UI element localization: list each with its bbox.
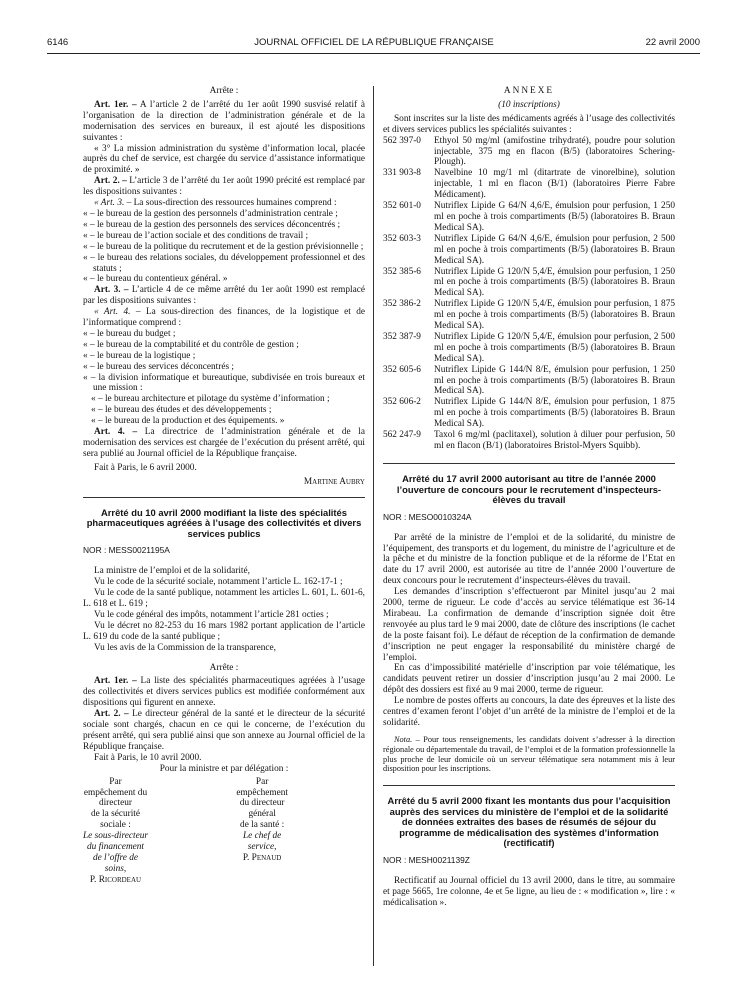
section-separator (383, 785, 675, 786)
decree-3-body (383, 533, 675, 729)
finance-bureau-item: « – le bureau des services déconcentrés ; (83, 361, 235, 372)
arrete-heading-2: Arrête : (209, 662, 239, 673)
medicine-code: 331 903-8 (383, 168, 421, 179)
minister-line: La ministre de l’emploi et de la solidarité, (94, 566, 250, 577)
signature-left (83, 777, 218, 886)
decree-2-nor: NOR : MESS0021195A (83, 545, 170, 556)
medicine-description: Nutriflex Lipide G 120/N 5,4/E, émulsion pour perfusion, 1 875 ml en poche à trois compartiments (B/5) (laboratoires B. Braun Medical SA). (434, 299, 675, 332)
fait-a-paris-1: Fait à Paris, le 6 avril 2000. (94, 462, 197, 473)
medicine-list (383, 136, 675, 452)
finance-bureau-item: « – le bureau de la logistique ; (83, 350, 196, 361)
annexe-intro: Sont inscrites sur la liste des médicaments agréés à l’usage des collectivités et divers services publics les spécialités suivantes : (383, 113, 675, 135)
fait-a-paris-2: Fait à Paris, le 10 avril 2000. (94, 752, 202, 763)
finance-bureau-item: « – le bureau du budget ; (83, 328, 176, 339)
medicine-entry (383, 332, 675, 365)
decree-3-paragraph: En cas d’impossibilité matérielle d’inscription par voie télématique, les candidats peuvent retirer un dossier d’inscription jusqu’au 2 mai 2000. Le dépôt des dossiers est fixé au 9 mai 2000, terme de rigueur. (383, 663, 675, 696)
medicine-description: Ethyol 50 mg/ml (amifostine trihydraté), poudre pour solution injectable, 375 mg en flacon (B/5) (laboratoires Schering-Plough). (434, 135, 675, 168)
signatory-1: Martine Aubry (303, 476, 365, 487)
division-bureau-item: « – le bureau de la production et des équipements. » (91, 416, 285, 427)
medicine-entry (383, 136, 675, 169)
article-2: Art. 2. – L’article 3 de l’arrêté du 1er août 1990 précité est remplacé par les dispositions suivantes : (83, 176, 366, 198)
signature-line: Par empêchement du directeur (83, 776, 148, 809)
left-column (83, 86, 365, 886)
signature-line: Par empêchement (236, 776, 288, 798)
medicine-code: 562 247-9 (383, 430, 421, 441)
vu-line: Vu les avis de la Commission de la transparence, (94, 642, 276, 653)
rh-bureau-item: « – le bureau de la politique du recrutement et de la gestion prévisionnelle ; (83, 241, 364, 252)
section-separator (383, 463, 675, 464)
nota: Nota. – Pour tous renseignements, les candidats doivent s’adresser à la direction régionale ou départementale du travail, de l’emploi et de la formation professionnelle la plus proche de leur domicile où un serveur télématique sera notamment mis à leur disposition pour les inscriptions. (383, 734, 676, 774)
annexe-subtitle: (10 inscriptions) (498, 99, 560, 110)
division-bureau-item: « – le bureau architecture et pilotage du système d’information ; (91, 394, 330, 405)
decree-2-article-1: Art. 1er. – La liste des spécialités pharmaceutiques agréées à l’usage des collectivités et divers services publics est modifiée conformément aux dispositions qui figurent en annexe. (83, 676, 365, 709)
signature-line: Le chef de service, (243, 831, 282, 853)
medicine-code: 352 386-2 (383, 299, 421, 310)
page-number: 6146 (47, 37, 69, 48)
sub-article-3: « Art. 3. – La sous-direction des ressources humaines comprend : (94, 198, 337, 209)
decree-4-nor: NOR : MESH0021139Z (383, 855, 470, 866)
rh-bureau-item: « – le bureau de la gestion des personnels des services déconcentrés ; (83, 219, 341, 230)
rh-bureau-list (83, 209, 365, 285)
right-column (383, 86, 675, 909)
medicine-entry (383, 397, 675, 430)
medicine-description: Nutriflex Lipide G 120/N 5,4/E, émulsion pour perfusion, 2 500 ml en poche à trois compartiments (B/5) (laboratoires B. Braun Medical SA). (434, 331, 675, 364)
medicine-description: Taxol 6 mg/ml (paclitaxel), solution à diluer pour perfusion, 50 ml en flacon (B/1) (laboratoires Bristol-Myers Squibb). (434, 430, 675, 451)
article-3: Art. 3. – L’article 4 de ce même arrêté du 1er août 1990 est remplacé par les dispositions suivantes : (83, 285, 366, 307)
finance-bureau-list (83, 329, 365, 394)
medicine-entry (383, 234, 675, 267)
signature-block (83, 777, 365, 886)
article-1: Art. 1er. – A l’article 2 de l’arrêté du 1er août 1990 susvisé relatif à l’organisation de la direction de l’administration générale et de la modernisation des services en bureaux, il est ajouté les dispositions suivantes : (83, 99, 366, 143)
vu-line: Vu le code général des impôts, notamment l’article 281 octies ; (94, 609, 329, 620)
article-4: Art. 4. – La directrice de l’administration générale et de la modernisation des services est chargée de l’exécution du présent arrêté, qui sera publié au Journal officiel de la République française. (83, 427, 365, 459)
decree-3-paragraph: Les demandes d’inscription s’effectueront par Minitel jusqu’au 2 mai 2000, terme de rigueur. Le code d’accès au service télématique est 36-14 Mirabeau. La confirmation de demande d’inscription signée doit être renvoyée au plus tard le 9 mai 2000, date de clôture des inscriptions (le cachet de la poste faisant foi). Le défaut de réception de la confirmation de demande d’inscription ne peut engager la responsabilité du ministère chargé de l’emploi. (383, 587, 675, 663)
arrete-heading: Arrête : (209, 86, 239, 96)
medicine-entry (383, 168, 675, 201)
vu-line: Vu le code de la sécurité sociale, notamment l’article L. 162-17-1 ; (94, 577, 343, 588)
vu-line: Vu le code de la santé publique, notamment les articles L. 601, L. 601-6, L. 618 et L. 619 ; (83, 588, 365, 610)
division-bureau-list (83, 394, 365, 427)
decree-3-paragraph: Par arrêté de la ministre de l’emploi et de la solidarité, du ministre de l’équipement, des transports et du logement, du ministre de l’agriculture et de la pêche et du ministre de la fonction publique et de la réforme de l’Etat en date du 17 avril 2000, est autorisée au titre de l’année 2000 l’ouverture de deux concours pour le recrutement d’inspecteurs-élèves du travail. (383, 532, 675, 587)
medicine-entry (383, 267, 675, 300)
medicine-description: Nutriflex Lipide G 120/N 5,4/E, émulsion pour perfusion, 1 250 ml en poche à trois compartiments (B/5) (laboratoires B. Braun Medical SA). (434, 266, 675, 299)
finance-bureau-item: « – le bureau de la comptabilité et du contrôle de gestion ; (83, 339, 299, 350)
decree-3-paragraph: Le nombre de postes offerts au concours, la date des épreuves et la liste des centres d’examen feront l’objet d’un arrêté de la ministre de l’emploi et de la solidarité. (383, 696, 675, 728)
annexe-title: ANNEXE (503, 86, 555, 96)
medicine-code: 352 601-0 (383, 201, 421, 212)
medicine-code: 352 387-9 (383, 331, 421, 342)
rh-bureau-item: « – le bureau des relations sociales, du développement professionnel et des statuts ; (83, 252, 365, 274)
signature-line: P. Ricordeau (89, 874, 142, 885)
signature-line: Le sous-directeur du financement (83, 831, 148, 853)
signature-line: de la sécurité sociale : (90, 809, 140, 831)
decree-4-text: Rectificatif au Journal officiel du 13 avril 2000, dans le titre, au sommaire et page 5665, 1re colonne, 4e et 5e ligne, au lieu de : « modification », lire : « médicalisation ». (383, 875, 675, 908)
medicine-entry (383, 430, 675, 452)
section-separator (83, 497, 365, 498)
signature-right (230, 777, 365, 886)
medicine-entry (383, 201, 675, 234)
decree-3-nor: NOR : MESO0010324A (383, 511, 472, 522)
sub-article-4: « Art. 4. – La sous-direction des finances, de la logistique et de l’informatique comprend : (83, 307, 365, 329)
decree-2-title: Arrêté du 10 avril 2000 modifiant la liste des spécialités pharmaceutiques agréées à l’usage des collectivités et divers services publics (86, 506, 362, 539)
rh-bureau-item: « – le bureau de la gestion des personnels d’administration centrale ; (83, 208, 338, 219)
medicine-description: Nutriflex Lipide G 64/N 4,6/E, émulsion pour perfusion, 1 250 ml en poche à trois compartiments (B/5) (laboratoires B. Braun Medical SA). (434, 201, 675, 233)
delegation-line: Pour la ministre et par délégation : (159, 763, 289, 774)
signature-line: du directeur général (239, 798, 285, 820)
medicine-description: Nutriflex Lipide G 144/N 8/E, émulsion pour perfusion, 1 875 ml en poche à trois compartiments (B/5) (laboratoires B. Braun Medical SA). (434, 397, 675, 430)
article-1-quote: « 3° La mission administration du système d’information local, placée auprès du chef de service, est chargée du service d’assistance informatique de proximité. » (83, 143, 365, 176)
medicine-entry (383, 299, 675, 332)
medicine-code: 352 605-6 (383, 364, 421, 375)
medicine-code: 352 603-3 (383, 233, 421, 244)
issue-date: 22 avril 2000 (645, 37, 700, 48)
decree-4-title: Arrêté du 5 avril 2000 fixant les montants dus pour l’acquisition auprès des services du ministère de l’emploi et de la solidarité de données extraites des bases de résumés de séjour du programme de médicalisation des systèmes d’information (rectificatif) (387, 795, 671, 849)
decree-3-title: Arrêté du 17 avril 2000 autorisant au titre de l’année 2000 l’ouverture de concours pour le recrutement d’inspecteurs-élèves du travail (396, 472, 662, 506)
rh-bureau-item: « – le bureau de l’action sociale et des conditions de travail ; (83, 230, 309, 241)
medicine-code: 352 606-2 (383, 397, 421, 408)
division-bureau-item: « – le bureau des études et des développements ; (91, 405, 272, 416)
header-rule (47, 53, 700, 54)
signature-line: de la santé : (240, 820, 285, 831)
signature-line: P. Penaud (242, 852, 282, 863)
medicine-code: 562 397-0 (383, 135, 421, 146)
vus-list (83, 577, 365, 653)
medicine-description: Nutriflex Lipide G 64/N 4,6/E, émulsion pour perfusion, 2 500 ml en poche à trois compartiments (B/5) (laboratoires B. Braun Medical SA). (434, 233, 675, 266)
signature-line: de l’offre de soins, (92, 852, 139, 874)
finance-bureau-item: « – la division informatique et bureautique, subdivisée en trois bureaux et une mission : (83, 372, 365, 394)
medicine-entry (383, 365, 675, 398)
journal-title: JOURNAL OFFICIEL DE LA RÉPUBLIQUE FRANÇAISE (254, 37, 494, 48)
medicine-code: 352 385-6 (383, 266, 421, 277)
rh-bureau-item: « – le bureau du contentieux général. » (83, 274, 228, 285)
medicine-description: Navelbine 10 mg/1 ml (ditartrate de vinorelbine), solution injectable, 1 ml en flacon (B/1) (laboratoires Pierre Fabre Médicament). (434, 168, 675, 201)
medicine-description: Nutriflex Lipide G 144/N 8/E, émulsion pour perfusion, 1 250 ml en poche à trois compartiments (B/5) (laboratoires B. Braun Medical SA). (434, 364, 675, 397)
column-divider (373, 86, 374, 966)
vu-line: Vu le décret no 82-253 du 16 mars 1982 portant application de l’article L. 619 du code de la santé publique ; (83, 620, 365, 642)
decree-2-article-2: Art. 2. – Le directeur général de la santé et le directeur de la sécurité sociale sont chargés, chacun en ce qui le concerne, de l’exécution du présent arrêté, qui sera publié ainsi que son annexe au Journal officiel de la République française. (83, 709, 366, 752)
